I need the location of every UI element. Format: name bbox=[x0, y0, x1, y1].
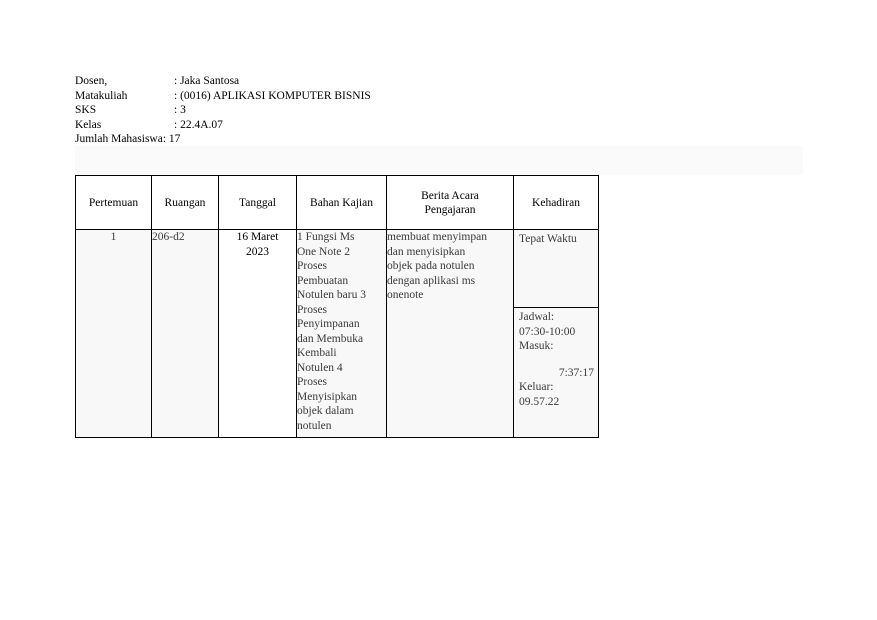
bahan-line: Proses bbox=[297, 376, 328, 388]
header-ruangan: Ruangan bbox=[152, 176, 219, 230]
bahan-line: Kembali bbox=[297, 347, 337, 359]
header-info bbox=[75, 74, 371, 147]
berita-line: dengan aplikasi ms bbox=[387, 274, 476, 287]
sks-row bbox=[75, 103, 371, 118]
bahan-line: Menyisipkan bbox=[297, 390, 358, 403]
bahan-line: dan Membuka bbox=[297, 332, 364, 345]
tanggal-line1: 16 Maret bbox=[236, 231, 279, 243]
shade-band bbox=[75, 146, 803, 175]
dosen-row bbox=[75, 74, 371, 89]
bahan-line: notulen bbox=[297, 419, 332, 432]
masuk-label: Masuk: bbox=[519, 340, 554, 352]
berita-line: dan menyisipkan bbox=[387, 245, 466, 258]
dosen-label: Dosen, bbox=[75, 75, 108, 87]
cell-pertemuan: 1 bbox=[76, 230, 152, 438]
bahan-line: 1 Fungsi Ms bbox=[297, 231, 355, 243]
jumlah-label: Jumlah Mahasiswa bbox=[75, 133, 163, 146]
bahan-line: Notulen baru 3 bbox=[297, 289, 366, 301]
matakuliah-value: : (0016) APLIKASI KOMPUTER BISNIS bbox=[174, 89, 371, 102]
jumlah-value: : 17 bbox=[162, 133, 181, 146]
matakuliah-row bbox=[75, 89, 371, 104]
bahan-line: One Note 2 bbox=[297, 245, 351, 258]
cell-kehadiran bbox=[514, 230, 599, 438]
kelas-label: Kelas bbox=[75, 118, 102, 131]
tanggal-line2: 2023 bbox=[246, 245, 269, 258]
masuk-value: 7:37:17 bbox=[558, 366, 594, 379]
kelas-row bbox=[75, 118, 371, 133]
header-berita-acara bbox=[387, 176, 514, 230]
attendance-table bbox=[75, 175, 599, 438]
matakuliah-label: Matakuliah bbox=[75, 89, 128, 102]
kelas-value: : 22.4A.07 bbox=[174, 118, 223, 131]
jumlah-row bbox=[75, 132, 371, 147]
bahan-line: Notulen 4 bbox=[297, 361, 343, 374]
bahan-line: objek dalam bbox=[297, 405, 354, 417]
bahan-line: Penyimpanan bbox=[297, 318, 360, 330]
cell-berita-acara bbox=[387, 230, 514, 438]
berita-line: objek pada notulen bbox=[387, 260, 475, 272]
jadwal-label: Jadwal: bbox=[519, 311, 555, 323]
header-pertemuan: Pertemuan bbox=[76, 176, 152, 230]
bahan-line: Proses bbox=[297, 303, 328, 316]
kehadiran-status: Tepat Waktu bbox=[514, 230, 598, 308]
kehadiran-times bbox=[514, 308, 598, 437]
keluar-label: Keluar: bbox=[519, 381, 554, 393]
sks-value: : 3 bbox=[174, 104, 186, 117]
jadwal-value: 07:30-10:00 bbox=[519, 325, 576, 338]
cell-ruangan: 206-d2 bbox=[152, 230, 219, 438]
bahan-line: Proses bbox=[297, 260, 328, 272]
header-berita-acara-line2: Pengajaran bbox=[424, 203, 476, 216]
header-tanggal: Tanggal bbox=[219, 176, 297, 230]
berita-line: onenote bbox=[387, 289, 424, 301]
cell-bahan-kajian bbox=[297, 230, 387, 438]
berita-line: membuat menyimpan bbox=[387, 231, 487, 243]
bahan-line: Pembuatan bbox=[297, 274, 349, 287]
table-header-row bbox=[76, 176, 599, 230]
keluar-value: 09.57.22 bbox=[519, 395, 560, 408]
header-berita-acara-line1: Berita Acara bbox=[421, 189, 479, 202]
sks-label: SKS bbox=[75, 104, 97, 117]
header-kehadiran: Kehadiran bbox=[514, 176, 599, 230]
header-bahan-kajian: Bahan Kajian bbox=[297, 176, 387, 230]
table-row bbox=[76, 230, 599, 438]
dosen-value: : Jaka Santosa bbox=[174, 75, 240, 87]
cell-tanggal bbox=[219, 230, 297, 438]
